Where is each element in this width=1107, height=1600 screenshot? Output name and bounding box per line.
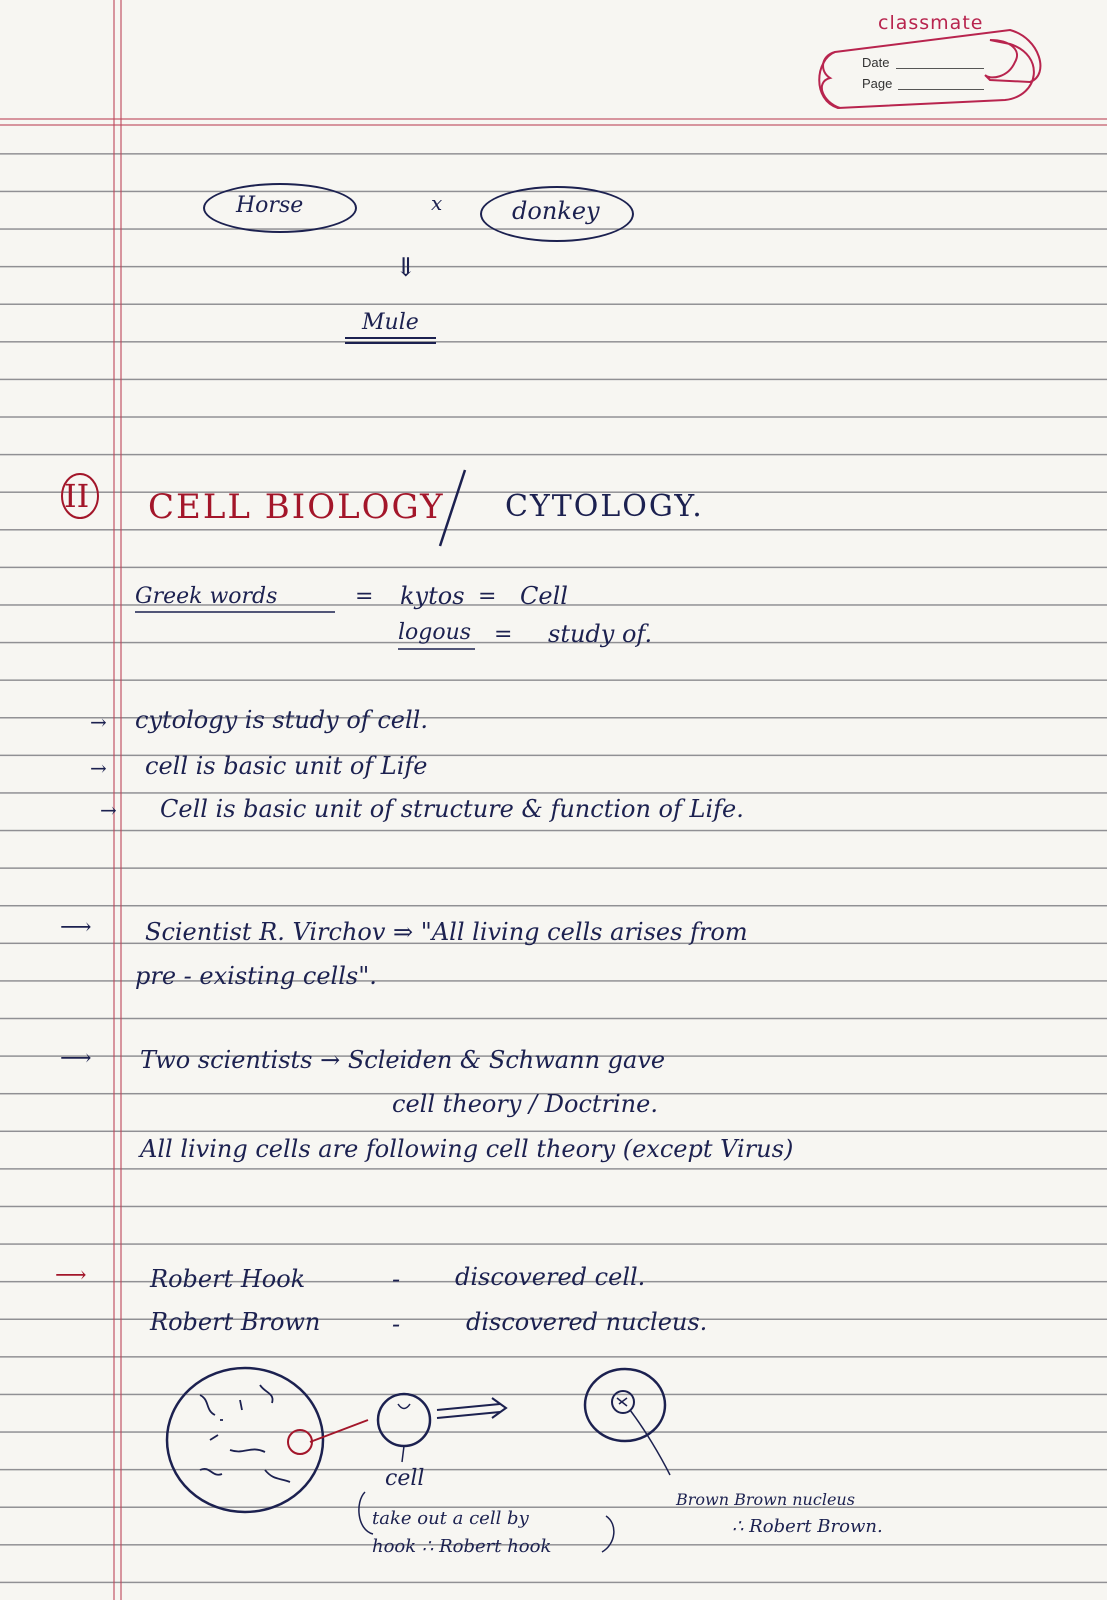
result-arrow: ⇓ [395, 253, 417, 283]
greek-meaning1: Cell [520, 582, 568, 610]
result-text: Mule [362, 310, 419, 335]
greek-word1: kytos [400, 582, 465, 610]
greek-eq2: = [478, 584, 497, 609]
bullet-arrow-2: → [90, 756, 107, 780]
theory-line2: cell theory / Doctrine. [392, 1090, 658, 1118]
bullet-1: cytology is study of cell. [135, 706, 428, 734]
greek-word2: logous [398, 620, 472, 645]
discovery-2-dash: - [392, 1310, 401, 1338]
sketch-caption-1: take out a cell by [372, 1508, 529, 1529]
greek-eq1: = [355, 584, 374, 609]
nucleus-caption-1: Brown Brown nucleus [676, 1490, 855, 1509]
greek-meaning2: study of. [548, 620, 653, 648]
discovery-1-dash: - [392, 1265, 401, 1293]
brand-logo: classmate [878, 12, 984, 34]
date-label: Date [862, 55, 890, 70]
cross-operator: x [431, 191, 443, 215]
section-number: II [64, 477, 90, 515]
sketch-caption-2: hook ∴ Robert hook [372, 1536, 552, 1557]
page-label: Page [862, 76, 893, 91]
discovery-2-what: discovered nucleus. [466, 1308, 708, 1336]
discovery-arrow: ⟶ [55, 1263, 87, 1288]
discovery-1-what: discovered cell. [455, 1263, 646, 1291]
virchow-line1: Scientist R. Virchov ⇒ "All living cells arises from [145, 918, 748, 946]
sketch-cell-label: cell [385, 1466, 425, 1491]
virchow-arrow: ⟶ [60, 915, 92, 940]
theory-arrow: ⟶ [60, 1046, 92, 1071]
theory-line3: All living cells are following cell theory (except Virus) [140, 1135, 794, 1163]
bullet-arrow-3: → [100, 798, 117, 822]
section-title-1: CELL BIOLOGY [148, 487, 445, 527]
parent1-text: Horse [236, 193, 304, 218]
parent2-text: donkey [512, 197, 600, 225]
nucleus-caption-2: ∴ Robert Brown. [732, 1516, 883, 1537]
greek-label: Greek words [135, 584, 278, 609]
bullet-arrow-1: → [90, 710, 107, 734]
greek-eq3: = [494, 622, 513, 647]
theory-line1: Two scientists → Scleiden & Schwann gave [140, 1046, 666, 1074]
bullet-3: Cell is basic unit of structure & function of Life. [160, 795, 744, 823]
section-title-2: CYTOLOGY. [505, 489, 704, 524]
discovery-1-name: Robert Hook [150, 1265, 306, 1293]
bullet-2: cell is basic unit of Life [145, 752, 428, 780]
discovery-2-name: Robert Brown [150, 1308, 321, 1336]
virchow-line2: pre - existing cells". [135, 962, 377, 990]
